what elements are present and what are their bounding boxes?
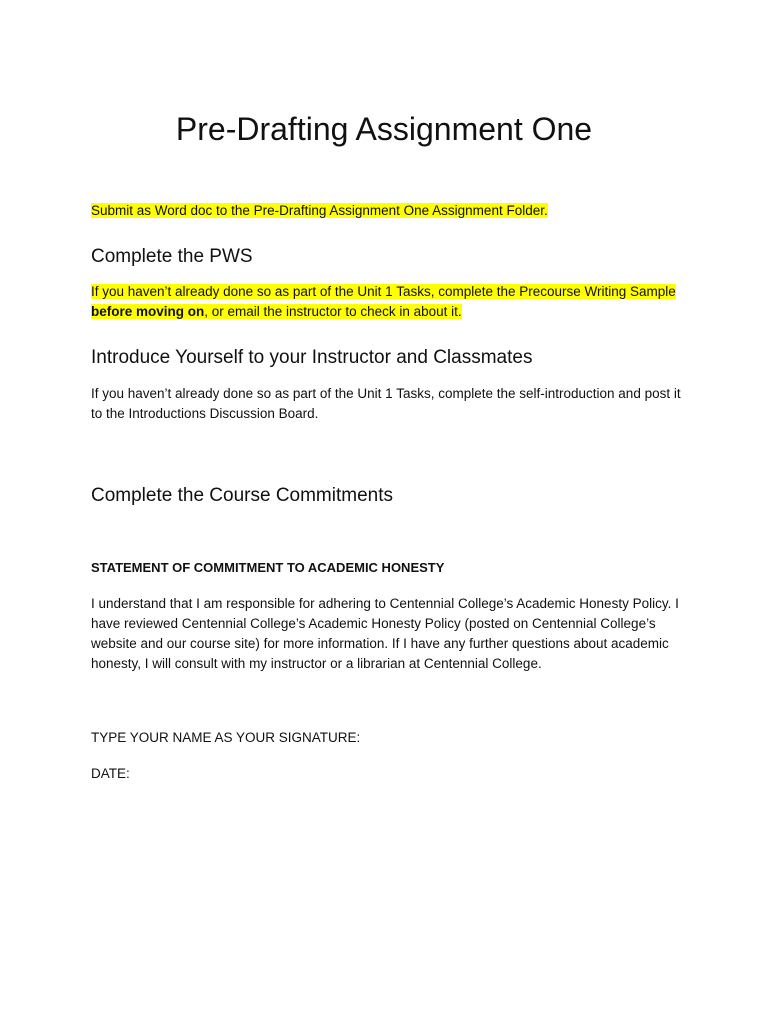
document-title: Pre-Drafting Assignment One <box>175 111 593 147</box>
pws-heading: Complete the PWS <box>91 246 253 267</box>
date-label: DATE: <box>91 766 130 781</box>
intro-heading: Introduce Yourself to your Instructor and Classmates <box>91 347 533 368</box>
pws-paragraph <box>91 282 681 322</box>
pws-text-part2: , or email the instructor to check in about it. <box>204 304 462 319</box>
pws-text-bold: before moving on <box>91 304 205 319</box>
signature-label: TYPE YOUR NAME AS YOUR SIGNATURE: <box>91 730 361 745</box>
submit-note <box>91 201 681 221</box>
pws-text-part1: If you haven’t already done so as part of the Unit 1 Tasks, complete the Precourse Writing Sample <box>91 284 676 299</box>
commitments-heading: Complete the Course Commitments <box>91 485 393 506</box>
academic-honesty-statement: I understand that I am responsible for adhering to Centennial College’s Academic Honesty Policy. I have reviewed Centennial College’s Academic Honesty Policy (posted on Centennial College’s website and our course site) for more information. If I have any further questions about academic honesty, I will consult with my instructor or a librarian at Centennial College. <box>91 596 679 671</box>
submit-note-text: Submit as Word doc to the Pre-Drafting Assignment One Assignment Folder. <box>91 203 548 218</box>
intro-paragraph: If you haven’t already done so as part of the Unit 1 Tasks, complete the self-introduction and post it to the Introductions Discussion Board. <box>91 386 681 421</box>
academic-honesty-heading: STATEMENT OF COMMITMENT TO ACADEMIC HONESTY <box>91 560 445 575</box>
